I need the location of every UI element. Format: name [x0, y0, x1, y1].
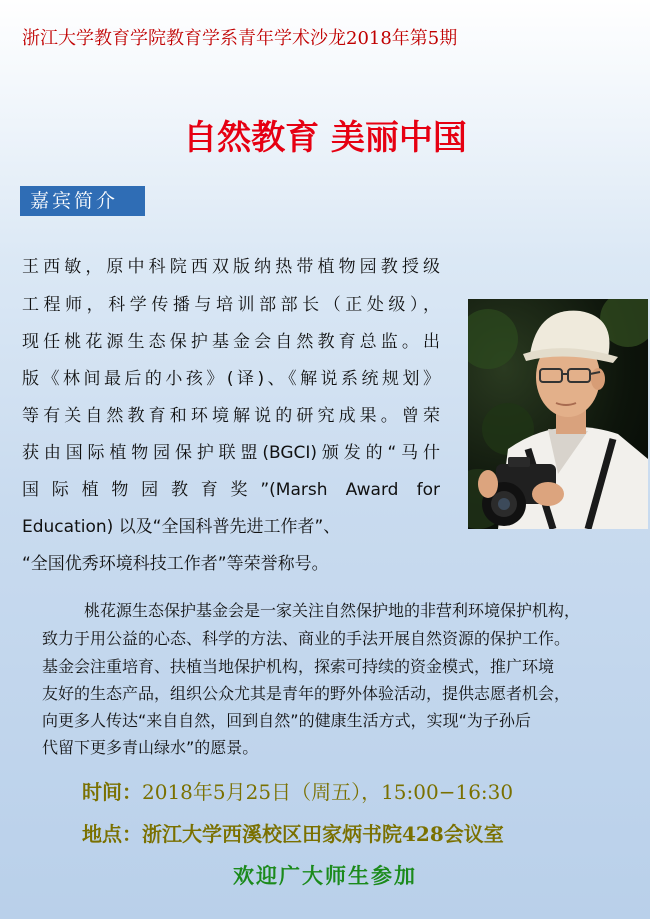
time-label: 时间：	[82, 780, 142, 804]
intro-line: 代留下更多青山绿水”的愿景。	[42, 738, 259, 757]
bio-line: 现任桃花源生态保护基金会自然教育总监。出	[22, 332, 440, 352]
section-label: 嘉宾简介	[20, 186, 145, 216]
bio-line: 国际植物园教育奖”(Marsh Award for	[22, 480, 440, 500]
event-location	[82, 818, 504, 847]
location-label: 地点：	[82, 822, 142, 846]
intro-line: 友好的生态产品，组织公众尤其是青年的野外体验活动，提供志愿者机会，	[42, 684, 571, 703]
bio-line: “全国优秀环境科技工作者”等荣誉称号。	[22, 554, 329, 574]
location-value: 浙江大学西溪校区田家炳书院428会议室	[142, 822, 504, 846]
bio-line: 版《林间最后的小孩》(译)、《解说系统规划》	[22, 369, 440, 389]
intro-line: 基金会注重培育、扶植当地保护机构，探索可持续的资金模式，推广环境	[42, 657, 555, 676]
bio-line: Education) 以及“全国科普先进工作者”、	[22, 517, 341, 537]
bio-line: 王西敏，原中科院西双版纳热带植物园教授级	[22, 257, 440, 277]
bio-line: 等有关自然教育和环境解说的研究成果。曾荣	[22, 406, 440, 426]
welcome-message: 欢迎广大师生参加	[233, 863, 417, 888]
event-time	[82, 776, 513, 805]
time-value: 2018年5月25日（周五），15:00−16:30	[142, 780, 514, 804]
page-title: 自然教育 美丽中国	[183, 118, 467, 158]
intro-line: 致力于用公益的心态、科学的方法、商业的手法开展自然资源的保护工作。	[42, 629, 571, 648]
bio-line: 工程师，科学传播与培训部部长（正处级），	[22, 295, 440, 315]
series-heading: 浙江大学教育学院教育学系青年学术沙龙2018年第5期	[22, 28, 458, 49]
bio-line: 获由国际植物园保护联盟(BGCI)颁发的“马什	[22, 443, 440, 463]
intro-line: 桃花源生态保护基金会是一家关注自然保护地的非营利环境保护机构，	[84, 601, 581, 620]
intro-line: 向更多人传达“来自自然，回到自然”的健康生活方式，实现“为子孙后	[42, 711, 531, 730]
photographer-illustration	[468, 299, 648, 529]
guest-photo	[468, 299, 648, 529]
